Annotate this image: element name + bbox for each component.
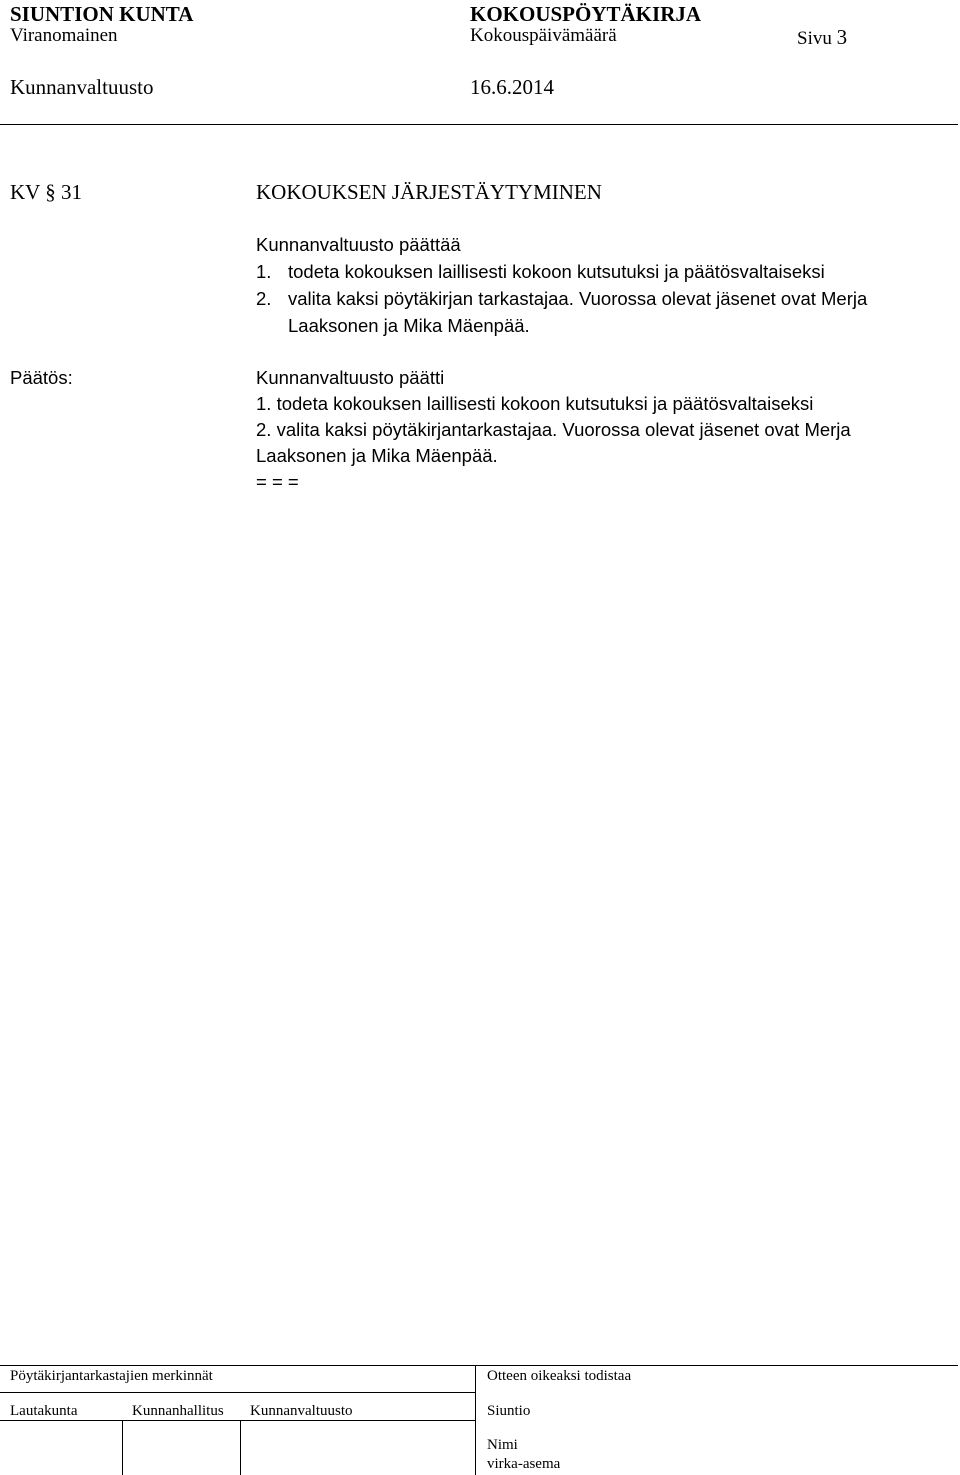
body-lautakunta: Lautakunta	[10, 1403, 78, 1419]
position-label: virka-asema	[487, 1456, 561, 1472]
proposal-item-2	[256, 288, 867, 310]
date-label: Kokouspäivämäärä	[470, 25, 617, 46]
proposal-item-2-continuation: Laaksonen ja Mika Mäenpää.	[288, 315, 530, 336]
page-word: Sivu	[797, 28, 832, 49]
authority-name: Kunnanvaltuusto	[10, 75, 154, 99]
body-kunnanvaltuusto: Kunnanvaltuusto	[250, 1403, 353, 1419]
footer-signature-rule	[0, 1420, 476, 1421]
proposal-item-text: todeta kokouksen laillisesti kokoon kutsutuksi ja päätösvaltaiseksi	[288, 261, 825, 282]
signature-divider-2	[240, 1420, 241, 1475]
certified-place: Siuntio	[487, 1403, 531, 1419]
page-number: 3	[836, 25, 848, 49]
decision-label: Päätös:	[10, 367, 73, 388]
section-code: KV § 31	[10, 180, 82, 204]
header-divider	[0, 124, 958, 125]
decision-line-3: Laaksonen ja Mika Mäenpää.	[256, 445, 498, 466]
proposal-item-number: 1.	[256, 261, 272, 282]
proposal-item-1	[256, 261, 825, 283]
page-indicator	[797, 25, 847, 50]
body-kunnanhallitus: Kunnanhallitus	[132, 1403, 224, 1419]
footer-top-border	[0, 1365, 958, 1366]
proposal-intro: Kunnanvaltuusto päättää	[256, 234, 461, 255]
inspectors-label: Pöytäkirjantarkastajien merkinnät	[10, 1368, 213, 1384]
decision-intro: Kunnanvaltuusto päätti	[256, 367, 445, 388]
decision-line-2: 2. valita kaksi pöytäkirjantarkastajaa. Vuorossa olevat jäsenet ovat Merja	[256, 419, 851, 440]
meeting-date: 16.6.2014	[470, 75, 554, 99]
signature-divider-1	[122, 1420, 123, 1475]
proposal-item-text: valita kaksi pöytäkirjan tarkastajaa. Vuorossa olevat jäsenet ovat Merja	[288, 288, 868, 309]
certified-label: Otteen oikeaksi todistaa	[487, 1368, 632, 1384]
document-type: KOKOUSPÖYTÄKIRJA	[470, 2, 702, 26]
authority-label: Viranomainen	[10, 25, 118, 46]
footer-inner-rule	[0, 1392, 476, 1393]
name-label: Nimi	[487, 1437, 518, 1453]
section-title: KOKOUKSEN JÄRJESTÄYTYMINEN	[256, 180, 602, 204]
decision-end-marker: = = =	[256, 471, 299, 492]
proposal-item-number: 2.	[256, 288, 272, 309]
decision-line-1: 1. todeta kokouksen laillisesti kokoon kutsutuksi ja päätösvaltaiseksi	[256, 393, 814, 414]
organization-name: SIUNTION KUNTA	[10, 2, 194, 26]
